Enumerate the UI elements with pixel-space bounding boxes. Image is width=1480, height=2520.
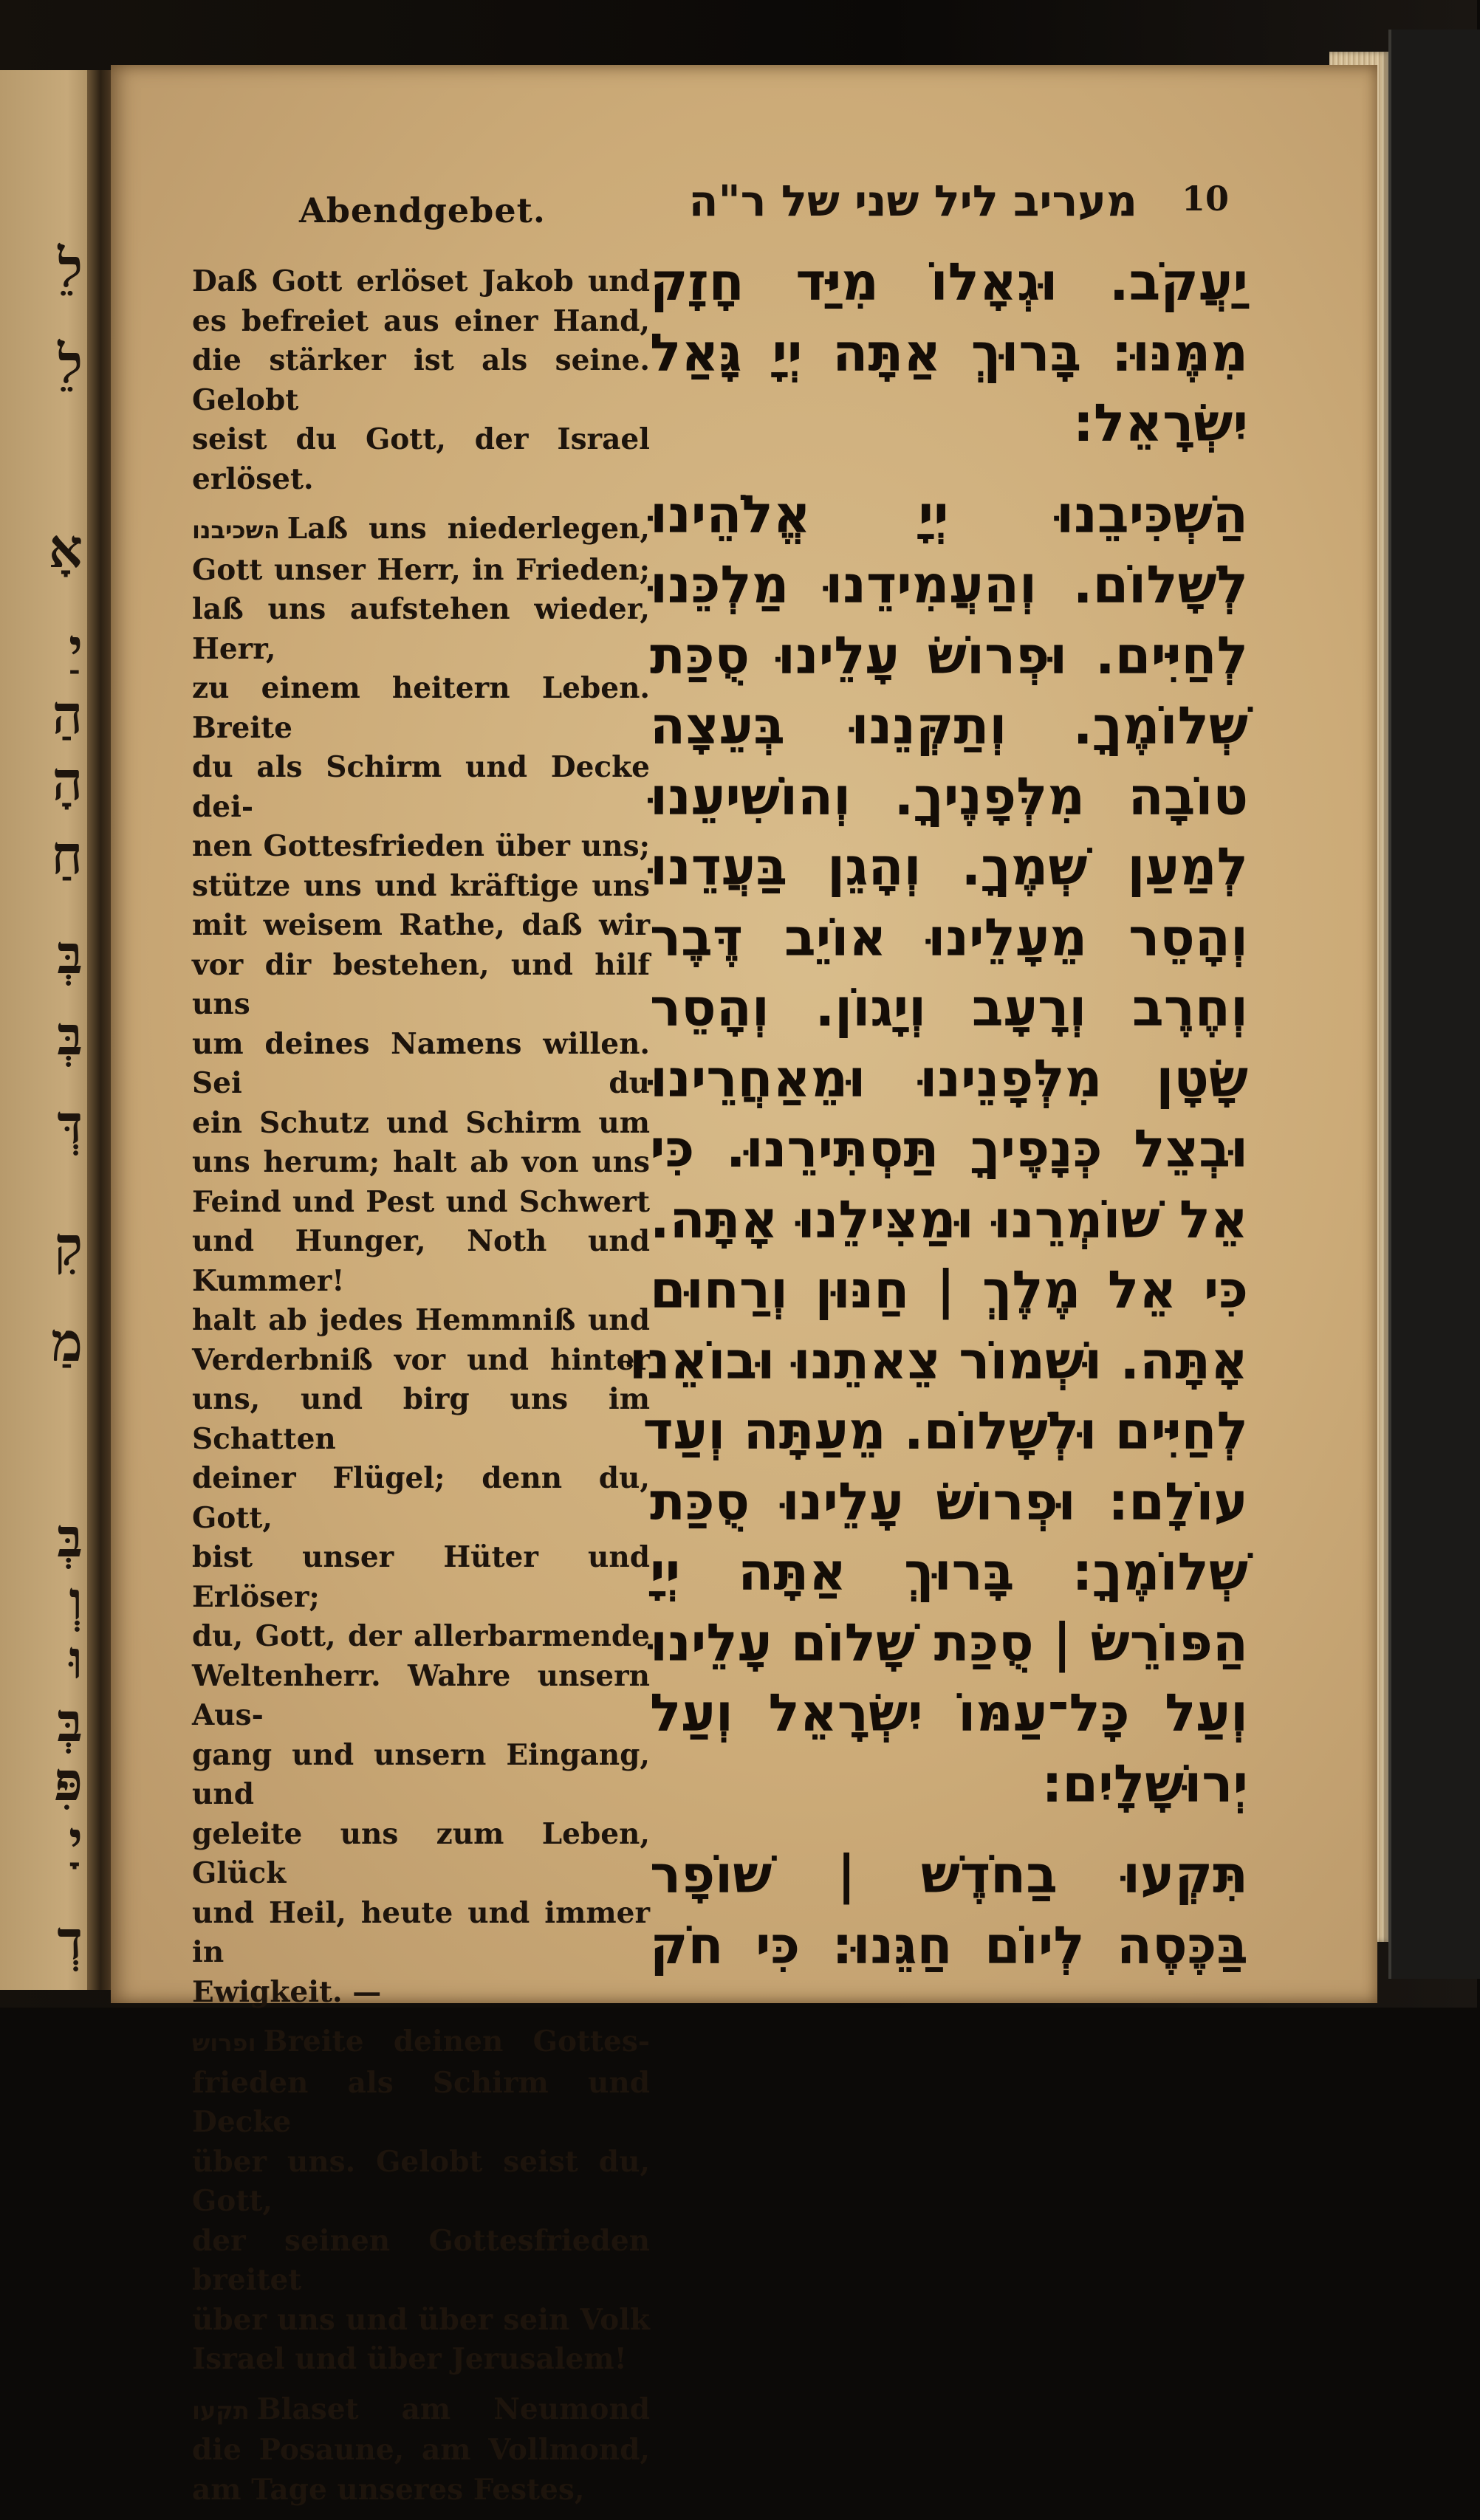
german-line	[192, 1538, 650, 1617]
german-line	[192, 262, 650, 302]
left-page-fragment: דְּ	[57, 1093, 83, 1156]
hebrew-line: הַשְׁכִּיבֵנוּ יְיָ אֱלֹהֵינוּ	[650, 484, 1248, 545]
german-line-text: zu einem heitern Leben. Breite	[192, 671, 650, 745]
german-line	[192, 1301, 650, 1341]
german-line-text: es befreiet aus einer Hand,	[192, 303, 650, 338]
hebrew-line: לְחַיִּים. וּפְרוֹשׂ עָלֵינוּ סֻכַּת	[650, 625, 1248, 686]
german-line	[192, 2301, 650, 2341]
german-line-text: geleite uns zum Leben, Glück	[192, 1816, 650, 1890]
german-line	[192, 2390, 650, 2431]
german-line-text: erlöset.	[192, 461, 314, 496]
german-line	[192, 1617, 650, 1657]
left-page-fragment: לֵ	[58, 332, 83, 395]
german-line	[192, 2431, 650, 2471]
german-line-text: Gott unser Herr, in Frieden;	[192, 552, 650, 587]
german-line-text: vor dir bestehen, und hilf uns	[192, 947, 650, 1021]
german-line-text: Ewigkeit. —	[192, 1974, 382, 2009]
german-line-text: seist du Gott, der Israel	[192, 422, 650, 456]
german-line	[192, 748, 650, 827]
german-line	[192, 590, 650, 669]
german-line	[192, 551, 650, 591]
german-line-text: uns herum; halt ab von uns	[192, 1145, 650, 1179]
german-line	[192, 2064, 650, 2143]
german-line-text: Verderbniß vor und hinter	[192, 1342, 650, 1377]
german-line	[192, 302, 650, 342]
paragraph-gap	[650, 459, 1248, 480]
hebrew-line: וְהָסֵר מֵעָלֵינוּ אוֹיֵב דֶּבֶר	[650, 907, 1248, 968]
german-line-text: um deines Namens willen. Sei du	[192, 1026, 650, 1100]
german-paragraph	[192, 509, 650, 2012]
hebrew-line: מִמֶּנּוּ: בָּרוּךְ אַתָּה יְיָ גָּאַל	[650, 322, 1248, 383]
german-line-text: du, Gott, der allerbarmende	[192, 1619, 650, 1653]
left-page-fragment: לֵ	[58, 236, 83, 299]
german-line-text: Daß Gott erlöset Jakob und	[192, 264, 650, 298]
german-line-text: du als Schirm und Decke dei-	[192, 750, 650, 824]
german-line-text: gang und unsern Eingang, und	[192, 1737, 650, 1811]
german-line-text: Laß uns niederlegen,	[287, 512, 650, 546]
german-line	[192, 1380, 650, 1459]
book-cover-edge	[1388, 30, 1480, 1979]
hebrew-line: אֵל שׁוֹמְרֵנוּ וּמַצִּילֵנוּ אָתָּה.	[650, 1189, 1248, 1250]
german-line	[192, 2340, 650, 2380]
hebrew-line: יְרוּשָׁלָיִם:	[1041, 1753, 1248, 1814]
hebrew-cue-word: תקעו	[192, 2396, 250, 2425]
german-line	[192, 1657, 650, 1736]
left-page-fragment: בְּ	[57, 923, 83, 986]
hebrew-line: וְחֶרֶב וְרָעָב וְיָגוֹן. וְהָסֵר	[650, 978, 1248, 1038]
german-line	[192, 1736, 650, 1815]
german-line-text: halt ab jedes Hemmniß und	[192, 1303, 650, 1337]
left-facing-page	[0, 70, 96, 1990]
left-page-fragment: פִּ	[53, 1750, 83, 1813]
hebrew-line: שָׂטָן מִלְּפָנֵינוּ וּמֵאַחֲרֵינוּ	[650, 1048, 1248, 1109]
left-page-fragment: וְ	[69, 1569, 83, 1632]
hebrew-line: הַפּוֹרֵשׂ | סֻכַּת שָׁלוֹם עָלֵינוּ	[650, 1612, 1248, 1673]
german-line-text: und Hunger, Noth und Kummer!	[192, 1224, 650, 1298]
left-page-fragment: וּ	[69, 1628, 83, 1691]
german-line-text: über uns und über sein Volk	[192, 2302, 650, 2337]
hebrew-line: כִּי אֵל מֶלֶךְ | חַנּוּן וְרַחוּם	[650, 1260, 1248, 1320]
german-line	[192, 1222, 650, 1301]
page-header-german: Abendgebet.	[299, 190, 546, 230]
left-page-fragment: בְּ	[57, 1004, 83, 1067]
german-line-text: die stärker ist als seine. Gelobt	[192, 343, 650, 417]
german-line	[192, 460, 650, 500]
left-page-fragment: הָ	[52, 749, 83, 812]
german-line	[192, 827, 650, 867]
hebrew-line: שְׁלוֹמֶךָ. וְתַקְּנֵנוּ בְּעֵצָה	[650, 696, 1248, 756]
german-line	[192, 1104, 650, 1144]
left-page-fragment: קִ	[54, 1215, 83, 1277]
german-line-text: stütze uns und kräftige uns	[192, 868, 650, 903]
german-line	[192, 1143, 650, 1183]
german-line-text: Feind und Pest und Schwert	[192, 1184, 650, 1219]
hebrew-line: יַעֲקֹב. וּגְאָלוֹ מִיַּד חָזָק	[650, 252, 1248, 312]
german-line-text: mit weisem Rathe, daß wir	[192, 908, 650, 942]
left-page-fragment: הַ	[52, 683, 83, 746]
german-line	[192, 1894, 650, 1973]
hebrew-line: וְעַל כָּל־עַמּוֹ יִשְׂרָאֵל וְעַל	[650, 1683, 1248, 1743]
hebrew-cue-word: ופרוש	[192, 2029, 256, 2057]
german-line	[192, 1973, 650, 2013]
german-line-text: frieden als Schirm und Decke	[192, 2065, 650, 2139]
german-line	[192, 2222, 650, 2301]
page-number: 10	[1182, 179, 1230, 219]
german-line-text: ein Schutz und Schirm um	[192, 1105, 650, 1140]
hebrew-line: שְׁלוֹמֶךָ: בָּרוּךְ אַתָּה יְיָ	[650, 1542, 1248, 1602]
german-line	[192, 2143, 650, 2222]
left-page-fragment: יַ	[69, 617, 83, 679]
hebrew-line: יִשְׂרָאֵל:	[1072, 393, 1248, 453]
german-line-text: Blaset am Neumond	[256, 2392, 650, 2426]
left-page-fragment: מַ	[51, 1311, 83, 1373]
paragraph-gap	[650, 1819, 1248, 1840]
german-line-text: der seinen Gottesfrieden breitet	[192, 2223, 650, 2297]
left-page-fragment: יָ	[69, 1809, 83, 1872]
hebrew-line: לְחַיִּים וּלְשָׁלוֹם. מֵעַתָּה וְעַד	[643, 1401, 1248, 1461]
german-line	[192, 1815, 650, 1894]
hebrew-line: בַּכֶּסֶה לְיוֹם חַגֵּנוּ: כִּי חֹק	[650, 1915, 1248, 1976]
german-line	[192, 2471, 650, 2510]
german-line	[192, 420, 650, 460]
german-line-text: die Posaune, am Vollmond,	[192, 2433, 650, 2467]
left-page-fragment: אָ	[48, 517, 83, 580]
hebrew-line: טוֹבָה מִלְּפָנֶיךָ. וְהוֹשִׁיעֵנוּ	[650, 766, 1248, 827]
german-line-text: laß uns aufstehen wieder, Herr,	[192, 592, 650, 666]
hebrew-line: לְמַעַן שְׁמֶךָ. וְהָגֵן בַּעֲדֵנוּ	[650, 837, 1248, 897]
german-line	[192, 1459, 650, 1538]
left-page-fragment: בְּ	[57, 1506, 83, 1569]
german-line	[192, 2022, 650, 2064]
german-line-text: Israel und über Jerusalem!	[192, 2342, 627, 2376]
german-line	[192, 906, 650, 946]
hebrew-line: תִּקְעוּ בַחֹדֶשׁ | שׁוֹפָר	[650, 1844, 1248, 1905]
german-line	[192, 1025, 650, 1104]
german-line	[192, 867, 650, 907]
left-page-fragment: בְּ	[57, 1691, 83, 1754]
left-page-fragment: דְ	[57, 1909, 83, 1971]
hebrew-prayer-column	[628, 247, 1248, 1981]
german-line	[192, 1341, 650, 1381]
german-line-text: am Tage unseres Festes,	[192, 2472, 585, 2507]
german-translation-column	[192, 262, 650, 2520]
german-paragraph	[192, 262, 650, 499]
german-line-text: und Heil, heute und immer in	[192, 1895, 650, 1969]
hebrew-line: וּבְצֵל כְּנָפֶיךָ תַּסְתִּירֵנוּ. כִּי	[650, 1119, 1248, 1179]
german-line-text: deiner Flügel; denn du, Gott,	[192, 1461, 650, 1535]
hebrew-cue-word: השכיבנו	[192, 516, 280, 544]
german-line	[192, 341, 650, 420]
german-line-text: über uns. Gelobt seist du, Gott,	[192, 2144, 650, 2218]
left-page-fragment: חַ	[51, 823, 83, 886]
german-line-text: bist unser Hüter und Erlöser;	[192, 1540, 650, 1614]
german-line	[192, 1183, 650, 1223]
hebrew-line: לְשָׁלוֹם. וְהַעֲמִידֵנוּ מַלְכֵּנוּ	[650, 555, 1248, 615]
hebrew-line: אָתָּה. וּשְׁמוֹר צֵאתֵנוּ וּבוֹאֵנוּ	[628, 1330, 1248, 1391]
german-line-text: uns, und birg uns im Schatten	[192, 1382, 650, 1456]
german-line	[192, 946, 650, 1025]
german-line-text: nen Gottesfrieden über uns;	[192, 829, 650, 863]
german-paragraph	[192, 2390, 650, 2510]
german-paragraph	[192, 2022, 650, 2380]
german-line	[192, 669, 650, 748]
hebrew-line: עוֹלָם: וּפְרוֹשׂ עָלֵינוּ סֻכַּת	[650, 1471, 1248, 1532]
german-line-text: Breite deinen Gottes-	[263, 2025, 650, 2059]
german-line-text: Weltenherr. Wahre unsern Aus-	[192, 1658, 650, 1732]
german-line	[192, 509, 650, 551]
page-header-hebrew: מעריב ליל שני של ר"ה	[688, 176, 1137, 226]
